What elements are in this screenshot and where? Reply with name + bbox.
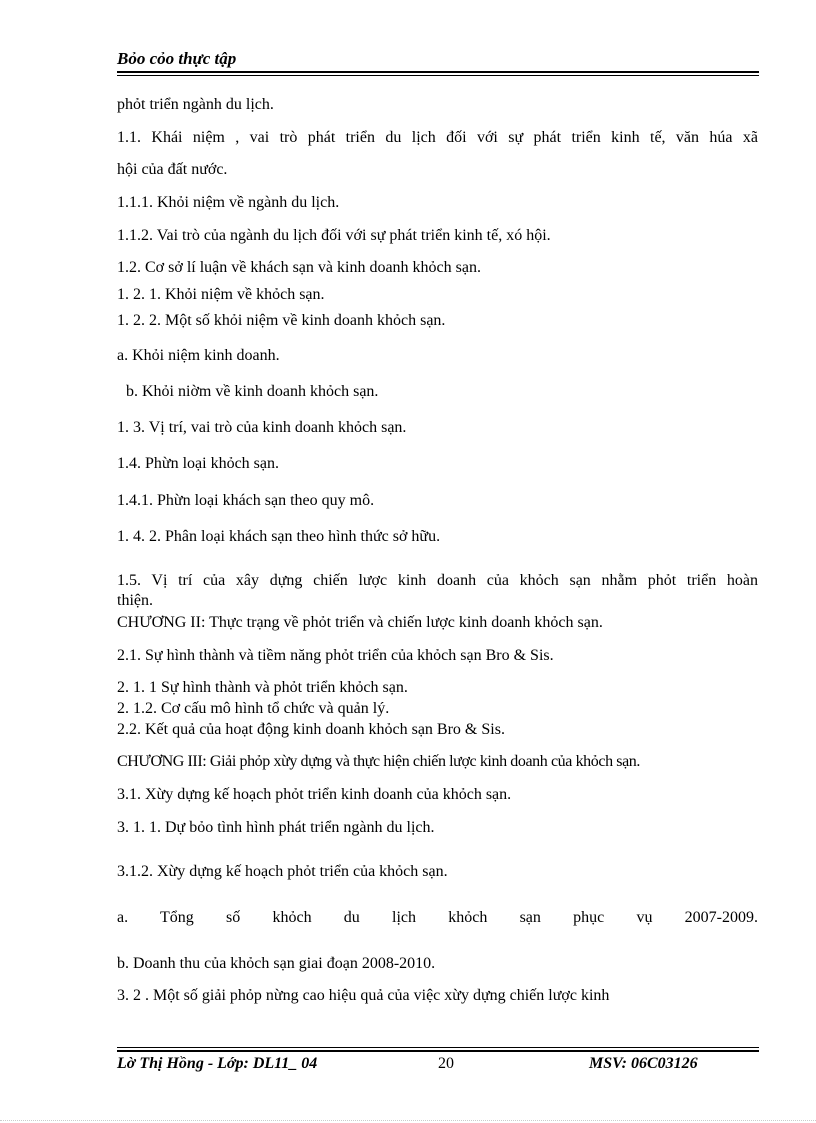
toc-line: b. Doanh thu của khỏch sạn giai đoạn 2008-2010. (117, 955, 436, 972)
toc-line: 1.4.1. Phừn loại khách sạn theo quy mô. (117, 492, 375, 509)
footer-rule-thin (117, 1047, 759, 1048)
toc-line: 1. 2. 1. Khỏi niệm về khỏch sạn. (117, 286, 325, 303)
toc-line: a. Khỏi niệm kinh doanh. (117, 347, 280, 364)
toc-line: 3. 2 . Một số giải phỏp nừng cao hiệu quả của việc xừy dựng chiến lược kinh (117, 987, 610, 1004)
toc-line: 1.1.1. Khỏi niệm về ngành du lịch. (117, 194, 340, 211)
toc-line: 2. 1.2. Cơ cấu mô hình tổ chức và quản lý. (117, 700, 390, 717)
toc-line: 3.1.2. Xừy dựng kế hoạch phỏt triển của khỏch sạn. (117, 863, 448, 880)
toc-line: 1.4. Phừn loại khỏch sạn. (117, 455, 279, 472)
toc-line: thiện. (117, 592, 153, 609)
toc-line: 2.1. Sự hình thành và tiềm năng phỏt triển của khỏch sạn Bro & Sis. (117, 647, 554, 664)
toc-line: 1. 2. 2. Một số khỏi niệm về kinh doanh khỏch sạn. (117, 312, 446, 329)
toc-line: 2. 1. 1 Sự hình thành và phỏt triển khỏch sạn. (117, 679, 408, 696)
toc-line: 1.2. Cơ sở lí luận về khách sạn và kinh doanh khỏch sạn. (117, 259, 481, 276)
toc-line: 1.1.2. Vai trò của ngành du lịch đối với sự phát triển kinh tế, xó hội. (117, 227, 551, 244)
toc-line: phỏt triển ngành du lịch. (117, 96, 274, 113)
header-rule-thick (117, 71, 759, 73)
footer-author: Lờ Thị Hồng - Lớp: DL11_ 04 (117, 1055, 318, 1072)
footer-rule-thick (117, 1050, 759, 1052)
toc-line: 2.2. Kết quả của hoạt động kinh doanh khỏch sạn Bro & Sis. (117, 721, 505, 738)
toc-line: 1.5. Vị trí của xây dựng chiến lược kinh doanh của khỏch sạn nhằm phỏt triển hoàn (117, 572, 758, 589)
page-number: 20 (438, 1055, 454, 1072)
toc-line: CHƯƠNG II: Thực trạng về phỏt triển và chiến lược kinh doanh khỏch sạn. (117, 614, 603, 631)
page-bottom-dotted-border (0, 1120, 816, 1121)
toc-line: 3. 1. 1. Dự bỏo tình hình phát triển ngành du lịch. (117, 819, 435, 836)
toc-line: 1. 3. Vị trí, vai trò của kinh doanh khỏch sạn. (117, 419, 407, 436)
header-title: Bỏo cỏo thực tập (117, 49, 237, 68)
toc-line: 1. 4. 2. Phân loại khách sạn theo hình thức sở hữu. (117, 528, 441, 545)
toc-line: 1.1. Khái niệm , vai trò phát triển du lịch đối với sự phát triển kinh tế, văn húa xã (117, 129, 758, 146)
toc-line: hội của đất nước. (117, 161, 228, 178)
footer-student-id: MSV: 06C03126 (589, 1055, 698, 1072)
toc-line: CHƯƠNG III: Giải phỏp xừy dựng và thực hiện chiến lược kinh doanh của khỏch sạn. (117, 753, 641, 770)
toc-line: a. Tổng số khỏch du lịch khỏch sạn phục vụ 2007-2009. (117, 909, 758, 926)
header-rule-thin (117, 75, 759, 76)
toc-line: b. Khỏi niờm về kinh doanh khỏch sạn. (126, 383, 379, 400)
toc-line: 3.1. Xừy dựng kế hoạch phỏt triển kinh doanh của khỏch sạn. (117, 786, 512, 803)
